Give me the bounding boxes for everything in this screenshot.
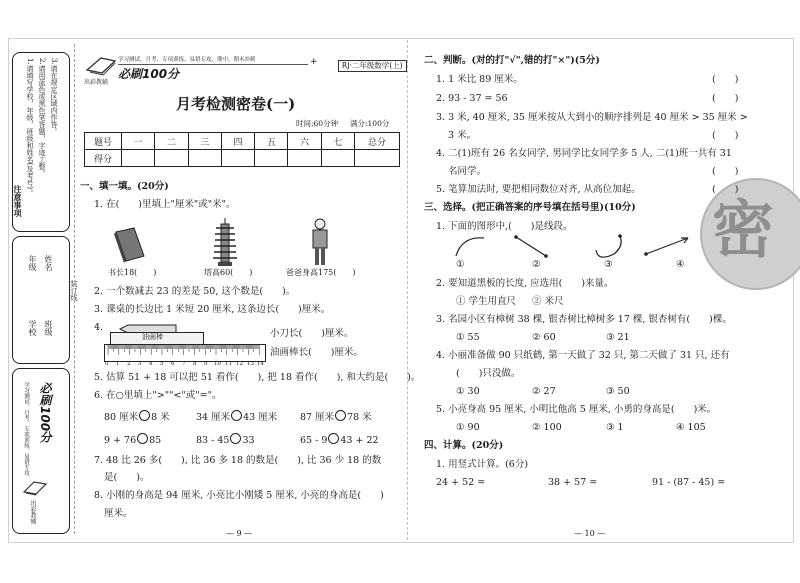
section-2-title: 二、判断。(对的打"√",错的打"×")(5分) [424, 55, 600, 66]
caption-tower: 塔高60( ) [204, 268, 253, 277]
calc-3: 91 - (87 - 45) = [652, 477, 726, 488]
score-cell[interactable] [288, 150, 321, 167]
score-header-4: 四 [221, 133, 254, 150]
score-cell[interactable] [155, 150, 188, 167]
question-4-number: 4. [94, 322, 104, 333]
compare-right: 8 米 [151, 412, 170, 423]
compare-left: 34 厘米 [196, 412, 231, 423]
ruler-num: 11 [225, 361, 232, 367]
notice-line-2: 2.请用蓝色或黑色笔答题，字迹工整。 [38, 58, 46, 177]
score-cell[interactable] [221, 150, 254, 167]
brand-logo-icon [84, 52, 118, 78]
score-cell[interactable] [321, 150, 354, 167]
publisher-vertical: 出彩教辅 [29, 500, 36, 524]
judge-answer-1[interactable]: ( ) [712, 74, 739, 85]
choice-5-opt-4[interactable]: ④ 105 [676, 422, 706, 433]
ruler-num: 6 [171, 361, 175, 367]
compare-right: 43 厘米 [243, 412, 278, 423]
exam-title: 月考检测密卷(一) [176, 95, 296, 113]
compare-row-1b [196, 410, 277, 424]
compare-row-2c [300, 433, 379, 447]
tower-icon [212, 218, 238, 266]
score-header-7: 七 [321, 133, 354, 150]
compare-left: 65 - 9 [300, 435, 328, 446]
father-icon [308, 218, 332, 266]
ruler-num: 14 [257, 361, 264, 367]
brand-vertical: 必刷100分 [38, 382, 52, 444]
compare-left: 80 厘米 [104, 412, 139, 423]
question-8-cont: 厘米。 [104, 508, 133, 519]
judge-3-cont: 3 米。 [448, 130, 477, 141]
score-cell[interactable] [355, 150, 400, 167]
question-7: 7. 48 比 26 多( ), 比 36 多 18 的数是( ), 比 36 少 18 的数 [94, 455, 382, 466]
score-header-3: 三 [188, 133, 221, 150]
judge-4-cont: 名同学。 [448, 166, 487, 177]
score-header-0: 题号 [85, 133, 122, 150]
class-field[interactable]: 班级 [44, 320, 53, 336]
judge-answer-5[interactable]: ( ) [712, 184, 739, 195]
question-1: 1. 在( )里填上"厘米"或"米"。 [94, 199, 236, 210]
choice-1-opt-3[interactable]: ③ [604, 259, 613, 270]
choice-5-opt-2[interactable]: ② 100 [532, 422, 562, 433]
ruler-num: 3 [138, 361, 142, 367]
section-3-title: 三、选择。(把正确答案的序号填在括号里)(10分) [424, 202, 636, 213]
score-header-1: 一 [122, 133, 155, 150]
score-row-label: 得分 [85, 150, 122, 167]
judge-4: 4. 二(1)班有 26 名女同学, 男同学比女同学多 5 人, 二(1)班一共有 31 [436, 148, 732, 159]
judge-answer-3[interactable]: ( ) [712, 130, 739, 141]
ruler-num: 0 [105, 361, 109, 367]
notice-line-1: 1.请填写学校，年级，班级和姓名(及考号)。 [26, 58, 34, 197]
book-icon [110, 226, 150, 264]
ruler-num: 1 [116, 361, 120, 367]
choice-1-opt-1[interactable]: ① [456, 259, 465, 270]
ruler-num: 4 [149, 361, 153, 367]
book-logo-icon [22, 478, 48, 496]
tagline-vertical: 学习测试、月考、专项训练、易错专攻 [23, 382, 29, 476]
ruler-num: 10 [214, 361, 221, 367]
choice-2: 2. 要知道黑板的长度, 应选用( )来量。 [436, 278, 614, 289]
compare-row-2b [196, 433, 255, 447]
series-label: RJ·二年级数学(上) [338, 60, 407, 72]
compare-circle[interactable] [230, 433, 241, 444]
compare-circle[interactable] [231, 410, 242, 421]
choice-4-opt-3[interactable]: ③ 50 [606, 386, 630, 397]
header-mark: + [310, 57, 318, 67]
header-rule [118, 64, 308, 65]
compare-row-1c [300, 410, 372, 424]
section-4-title: 四、计算。(20分) [424, 440, 504, 451]
score-header-8: 总分 [355, 133, 400, 150]
choice-4-opt-2[interactable]: ② 27 [532, 386, 556, 397]
choice-4: 4. 小丽准备做 90 只纸鹤, 第一天做了 32 只, 第二天做了 31 只, 还有 [436, 350, 730, 361]
choice-5-opt-1[interactable]: ① 90 [456, 422, 480, 433]
choice-3-opt-3[interactable]: ③ 21 [606, 332, 630, 343]
page-number-right: — 10 — [574, 529, 606, 538]
compare-circle[interactable] [137, 433, 148, 444]
compare-right: 43 + 22 [340, 435, 379, 446]
exam-time: 时间:60分钟 [296, 119, 339, 128]
caption-book: 书长18( ) [108, 268, 157, 277]
score-table [84, 132, 400, 167]
choice-4-opt-1[interactable]: ① 30 [456, 386, 480, 397]
grade-field[interactable]: 年级 [28, 255, 37, 271]
choice-5-opt-3[interactable]: ③ 1 [606, 422, 624, 433]
calc-1: 24 + 52 = [436, 477, 486, 488]
notice-line-3: 3.请在规定区域内作答。 [50, 58, 58, 135]
compare-circle[interactable] [328, 433, 339, 444]
choice-1-opt-4[interactable]: ④ [676, 259, 685, 270]
crayon-label: 油画棒 [142, 333, 163, 341]
page-number-left: — 9 — [226, 529, 253, 538]
score-cell[interactable] [122, 150, 155, 167]
score-header-6: 六 [288, 133, 321, 150]
ruler-num: 13 [247, 361, 254, 367]
name-field[interactable]: 姓名 [44, 255, 53, 271]
question-5: 5. 估算 51 + 18 可以把 51 看作( ), 把 18 看作( ), 和大约是( )。 [94, 372, 421, 383]
choice-3-opt-1[interactable]: ① 55 [456, 332, 480, 343]
judge-answer-2[interactable]: ( ) [712, 93, 739, 104]
ruler-numbers [104, 361, 264, 370]
compare-right: 78 米 [347, 412, 372, 423]
caption-father: 爸爸身高175( ) [286, 268, 356, 277]
question-2: 2. 一个数减去 23 的差是 50, 这个数是( )。 [94, 286, 296, 297]
score-cell[interactable] [188, 150, 221, 167]
ruler-num: 5 [160, 361, 164, 367]
brand-tagline: 学习测试、月考、专项训练、易错专攻、期中、期末冲刺 [118, 57, 256, 63]
compare-row-2 [104, 433, 161, 447]
ruler [104, 344, 266, 362]
compare-left: 83 - 45 [196, 435, 230, 446]
score-cell[interactable] [255, 150, 288, 167]
notice-title: 注意事项 [13, 185, 23, 217]
shapes-figure [448, 232, 708, 260]
sidebar-fields-box [12, 236, 70, 364]
question-3: 3. 课桌的长边比 1 米短 20 厘米, 这条边长( )厘米。 [94, 304, 331, 315]
school-field[interactable]: 学校 [28, 320, 37, 336]
compare-left: 9 + 76 [104, 435, 137, 446]
judge-answer-4[interactable]: ( ) [712, 166, 739, 177]
ruler-num: 8 [193, 361, 197, 367]
choice-2-opt-2[interactable]: ② 米尺 [532, 296, 564, 307]
compare-left: 87 厘米 [300, 412, 335, 423]
ruler-num: 7 [182, 361, 186, 367]
brand-name: 必刷100分 [118, 67, 180, 81]
question-8: 8. 小刚的身高是 94 厘米, 小亮比小刚矮 5 厘米, 小亮的身高是( ) [94, 490, 384, 501]
calc-title: 1. 用竖式计算。(6分) [436, 459, 529, 470]
compare-circle[interactable] [139, 410, 150, 421]
ruler-num: 12 [236, 361, 243, 367]
ruler-num: 9 [204, 361, 208, 367]
publisher-name: 出彩教辅 [84, 79, 109, 86]
exam-full-score: 满分:100分 [350, 119, 390, 128]
calc-2: 38 + 57 = [548, 477, 598, 488]
judge-1: 1. 1 米比 89 厘米。 [436, 74, 523, 85]
compare-right: 33 [242, 435, 255, 446]
ruler-num: 2 [127, 361, 131, 367]
secret-stamp-text: 密 [712, 193, 775, 266]
compare-circle[interactable] [335, 410, 346, 421]
compare-row-1 [104, 410, 170, 424]
score-header-5: 五 [255, 133, 288, 150]
center-divider [407, 40, 408, 540]
choice-2-opt-1[interactable]: ① 学生用直尺 [456, 296, 517, 307]
question-4-knife: 小刀长( )厘米。 [270, 328, 354, 339]
binding-mark: 装订线 [70, 280, 78, 301]
choice-3: 3. 名园小区有樟树 38 棵, 银杏树比樟树多 17 棵, 银杏树有( )棵。 [436, 314, 732, 325]
compare-right: 85 [149, 435, 162, 446]
choice-3-opt-2[interactable]: ② 60 [532, 332, 556, 343]
score-header-2: 二 [155, 133, 188, 150]
question-4-crayon: 油画棒长( )厘米。 [270, 347, 363, 358]
judge-5: 5. 笔算加法时, 要把相同数位对齐, 从高位加起。 [436, 184, 641, 195]
section-1-title: 一、填一填。(20分) [80, 181, 169, 192]
question-7-cont: 是( )。 [104, 472, 150, 483]
judge-2: 2. 93 - 37 = 56 [436, 93, 508, 104]
question-6: 6. 在○里填上">""<"或"="。 [94, 390, 222, 401]
choice-4-cont: ( )只没做。 [456, 368, 521, 379]
choice-1: 1. 下面的图形中,( )是线段。 [436, 221, 573, 232]
choice-1-opt-2[interactable]: ② [532, 259, 541, 270]
choice-5: 5. 小亮身高 95 厘米, 小明比他高 5 厘米, 小勇的身高是( )米。 [436, 404, 717, 415]
judge-3: 3. 3 米, 40 厘米, 35 厘米按从大到小的顺序排列是 40 厘米 > 35 厘米 > [436, 112, 748, 123]
